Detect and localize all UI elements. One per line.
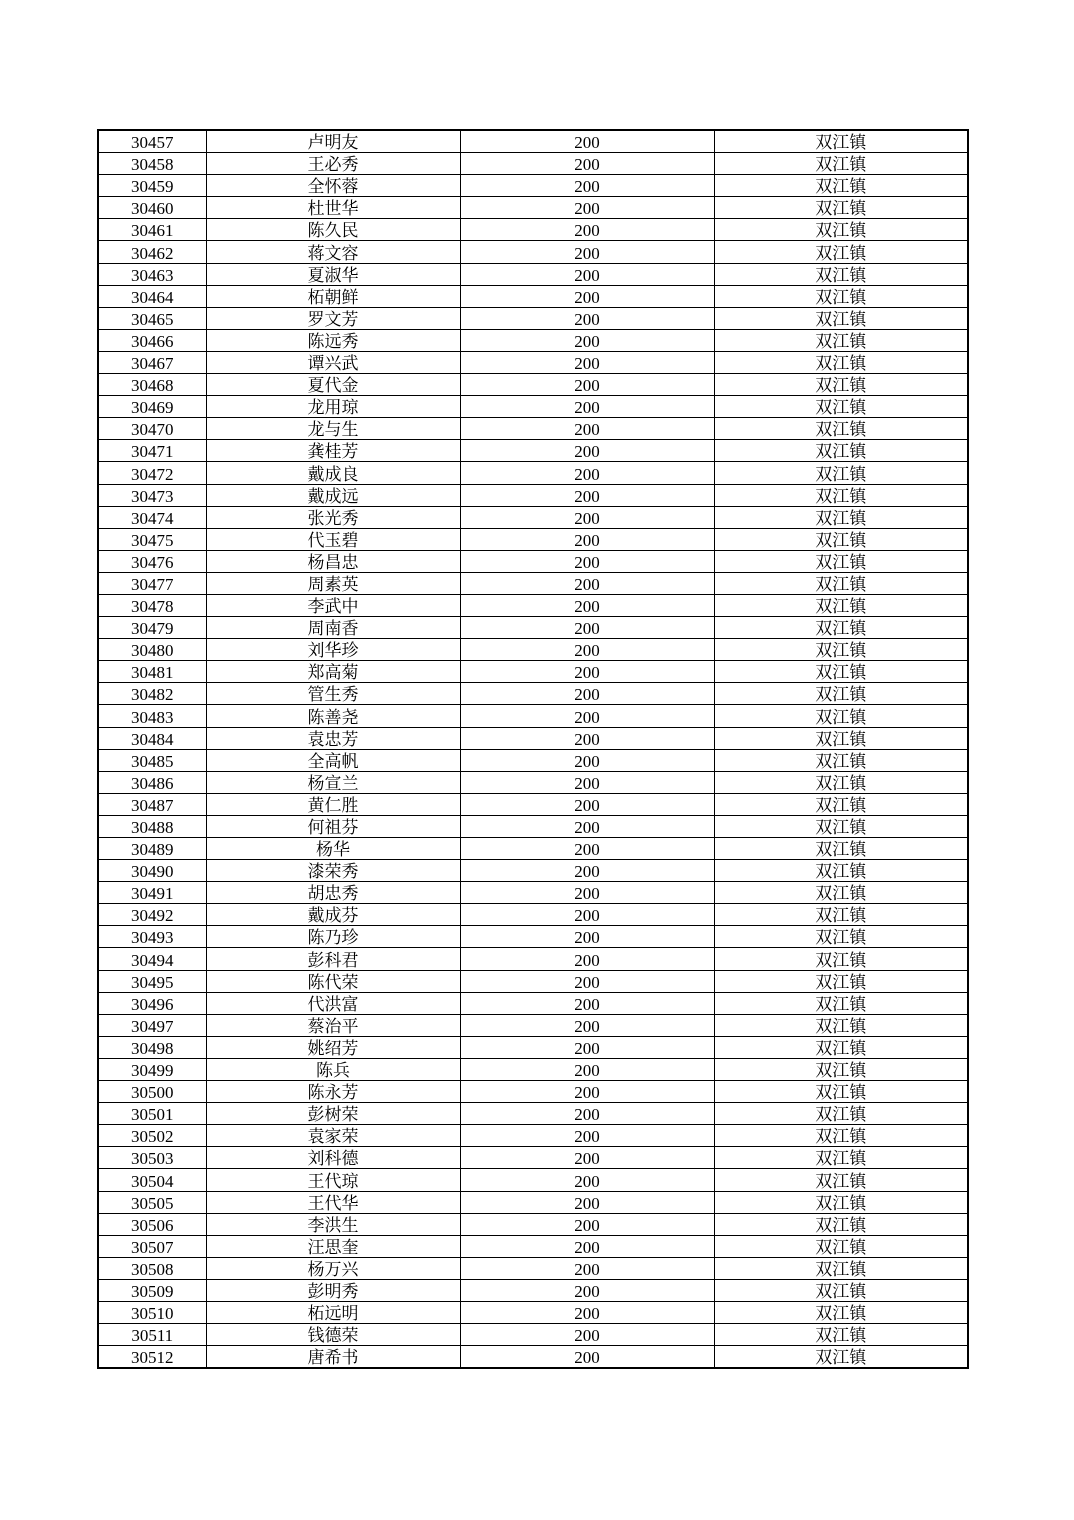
record-id-cell: 30503 <box>98 1147 206 1169</box>
person-name-cell: 王必秀 <box>206 153 460 175</box>
town-cell: 双江镇 <box>714 462 968 484</box>
record-id-cell: 30480 <box>98 639 206 661</box>
table-row <box>98 528 968 550</box>
record-id-cell: 30457 <box>98 130 206 153</box>
town-cell: 双江镇 <box>714 1191 968 1213</box>
town-cell: 双江镇 <box>714 374 968 396</box>
town-cell: 双江镇 <box>714 1058 968 1080</box>
town-cell: 双江镇 <box>714 1103 968 1125</box>
record-id-cell: 30464 <box>98 285 206 307</box>
amount-cell: 200 <box>460 285 714 307</box>
record-id-cell: 30489 <box>98 838 206 860</box>
town-cell: 双江镇 <box>714 992 968 1014</box>
table-row <box>98 572 968 594</box>
town-cell: 双江镇 <box>714 550 968 572</box>
person-name-cell: 郑高菊 <box>206 661 460 683</box>
amount-cell: 200 <box>460 617 714 639</box>
town-cell: 双江镇 <box>714 838 968 860</box>
amount-cell: 200 <box>460 904 714 926</box>
table-row <box>98 594 968 616</box>
amount-cell: 200 <box>460 1036 714 1058</box>
table-row <box>98 462 968 484</box>
town-cell: 双江镇 <box>714 926 968 948</box>
amount-cell: 200 <box>460 1191 714 1213</box>
amount-cell: 200 <box>460 462 714 484</box>
amount-cell: 200 <box>460 1058 714 1080</box>
amount-cell: 200 <box>460 1301 714 1323</box>
table-row <box>98 705 968 727</box>
town-cell: 双江镇 <box>714 882 968 904</box>
amount-cell: 200 <box>460 1125 714 1147</box>
person-name-cell: 何祖芬 <box>206 815 460 837</box>
town-cell: 双江镇 <box>714 130 968 153</box>
table-row <box>98 1081 968 1103</box>
amount-cell: 200 <box>460 484 714 506</box>
record-id-cell: 30507 <box>98 1235 206 1257</box>
record-id-cell: 30509 <box>98 1279 206 1301</box>
table-row <box>98 1036 968 1058</box>
table-row <box>98 1169 968 1191</box>
table-row <box>98 1125 968 1147</box>
table-row <box>98 1191 968 1213</box>
person-name-cell: 陈兵 <box>206 1058 460 1080</box>
table-row <box>98 1235 968 1257</box>
record-id-cell: 30501 <box>98 1103 206 1125</box>
amount-cell: 200 <box>460 992 714 1014</box>
person-name-cell: 谭兴武 <box>206 351 460 373</box>
amount-cell: 200 <box>460 661 714 683</box>
town-cell: 双江镇 <box>714 1125 968 1147</box>
amount-cell: 200 <box>460 1169 714 1191</box>
person-name-cell: 代玉碧 <box>206 528 460 550</box>
record-id-cell: 30465 <box>98 307 206 329</box>
record-id-cell: 30494 <box>98 948 206 970</box>
amount-cell: 200 <box>460 683 714 705</box>
table-row <box>98 484 968 506</box>
town-cell: 双江镇 <box>714 197 968 219</box>
table-row <box>98 374 968 396</box>
table-row <box>98 263 968 285</box>
town-cell: 双江镇 <box>714 153 968 175</box>
town-cell: 双江镇 <box>714 329 968 351</box>
person-name-cell: 蒋文容 <box>206 241 460 263</box>
town-cell: 双江镇 <box>714 572 968 594</box>
record-id-cell: 30487 <box>98 793 206 815</box>
town-cell: 双江镇 <box>714 749 968 771</box>
record-id-cell: 30481 <box>98 661 206 683</box>
person-name-cell: 陈乃珍 <box>206 926 460 948</box>
person-name-cell: 柘远明 <box>206 1301 460 1323</box>
person-name-cell: 钱德荣 <box>206 1324 460 1346</box>
record-id-cell: 30505 <box>98 1191 206 1213</box>
town-cell: 双江镇 <box>714 506 968 528</box>
record-id-cell: 30458 <box>98 153 206 175</box>
town-cell: 双江镇 <box>714 683 968 705</box>
person-name-cell: 周素英 <box>206 572 460 594</box>
amount-cell: 200 <box>460 307 714 329</box>
amount-cell: 200 <box>460 153 714 175</box>
table-row <box>98 285 968 307</box>
record-id-cell: 30477 <box>98 572 206 594</box>
amount-cell: 200 <box>460 1346 714 1369</box>
town-cell: 双江镇 <box>714 219 968 241</box>
amount-cell: 200 <box>460 594 714 616</box>
person-name-cell: 柘朝鲜 <box>206 285 460 307</box>
person-name-cell: 龙用琼 <box>206 396 460 418</box>
town-cell: 双江镇 <box>714 771 968 793</box>
person-name-cell: 陈远秀 <box>206 329 460 351</box>
person-name-cell: 蔡治平 <box>206 1014 460 1036</box>
record-id-cell: 30466 <box>98 329 206 351</box>
record-id-cell: 30470 <box>98 418 206 440</box>
table-row <box>98 926 968 948</box>
record-id-cell: 30506 <box>98 1213 206 1235</box>
table-row <box>98 1147 968 1169</box>
person-name-cell: 姚绍芳 <box>206 1036 460 1058</box>
amount-cell: 200 <box>460 572 714 594</box>
town-cell: 双江镇 <box>714 860 968 882</box>
amount-cell: 200 <box>460 639 714 661</box>
person-name-cell: 戴成良 <box>206 462 460 484</box>
person-name-cell: 张光秀 <box>206 506 460 528</box>
table-row <box>98 396 968 418</box>
town-cell: 双江镇 <box>714 418 968 440</box>
table-row <box>98 904 968 926</box>
person-name-cell: 刘科德 <box>206 1147 460 1169</box>
table-row <box>98 860 968 882</box>
amount-cell: 200 <box>460 219 714 241</box>
table-row <box>98 838 968 860</box>
person-name-cell: 陈善尧 <box>206 705 460 727</box>
town-cell: 双江镇 <box>714 484 968 506</box>
person-name-cell: 龙与生 <box>206 418 460 440</box>
record-id-cell: 30471 <box>98 440 206 462</box>
table-row <box>98 418 968 440</box>
person-name-cell: 陈久民 <box>206 219 460 241</box>
amount-cell: 200 <box>460 1103 714 1125</box>
person-name-cell: 王代琼 <box>206 1169 460 1191</box>
amount-cell: 200 <box>460 771 714 793</box>
table-row <box>98 1346 968 1369</box>
table-row <box>98 241 968 263</box>
record-id-cell: 30496 <box>98 992 206 1014</box>
table-row <box>98 749 968 771</box>
amount-cell: 200 <box>460 550 714 572</box>
table-row <box>98 948 968 970</box>
person-name-cell: 罗文芳 <box>206 307 460 329</box>
record-id-cell: 30468 <box>98 374 206 396</box>
table-row <box>98 506 968 528</box>
amount-cell: 200 <box>460 374 714 396</box>
amount-cell: 200 <box>460 727 714 749</box>
amount-cell: 200 <box>460 926 714 948</box>
town-cell: 双江镇 <box>714 639 968 661</box>
records-table <box>97 129 969 1369</box>
amount-cell: 200 <box>460 506 714 528</box>
amount-cell: 200 <box>460 838 714 860</box>
table-row <box>98 153 968 175</box>
person-name-cell: 袁家荣 <box>206 1125 460 1147</box>
amount-cell: 200 <box>460 1014 714 1036</box>
town-cell: 双江镇 <box>714 705 968 727</box>
person-name-cell: 管生秀 <box>206 683 460 705</box>
amount-cell: 200 <box>460 815 714 837</box>
record-id-cell: 30472 <box>98 462 206 484</box>
table-row <box>98 970 968 992</box>
person-name-cell: 卢明友 <box>206 130 460 153</box>
table-row <box>98 683 968 705</box>
town-cell: 双江镇 <box>714 904 968 926</box>
table-row <box>98 550 968 572</box>
table-row <box>98 175 968 197</box>
person-name-cell: 夏代金 <box>206 374 460 396</box>
person-name-cell: 杨宣兰 <box>206 771 460 793</box>
record-id-cell: 30474 <box>98 506 206 528</box>
town-cell: 双江镇 <box>714 1324 968 1346</box>
town-cell: 双江镇 <box>714 1213 968 1235</box>
person-name-cell: 刘华珍 <box>206 639 460 661</box>
person-name-cell: 陈永芳 <box>206 1081 460 1103</box>
person-name-cell: 胡忠秀 <box>206 882 460 904</box>
record-id-cell: 30512 <box>98 1346 206 1369</box>
person-name-cell: 唐希书 <box>206 1346 460 1369</box>
record-id-cell: 30499 <box>98 1058 206 1080</box>
town-cell: 双江镇 <box>714 263 968 285</box>
person-name-cell: 李洪生 <box>206 1213 460 1235</box>
town-cell: 双江镇 <box>714 617 968 639</box>
amount-cell: 200 <box>460 351 714 373</box>
record-id-cell: 30459 <box>98 175 206 197</box>
person-name-cell: 龚桂芳 <box>206 440 460 462</box>
town-cell: 双江镇 <box>714 440 968 462</box>
record-id-cell: 30495 <box>98 970 206 992</box>
amount-cell: 200 <box>460 528 714 550</box>
person-name-cell: 彭树荣 <box>206 1103 460 1125</box>
record-id-cell: 30504 <box>98 1169 206 1191</box>
table-row <box>98 617 968 639</box>
record-id-cell: 30483 <box>98 705 206 727</box>
person-name-cell: 彭科君 <box>206 948 460 970</box>
person-name-cell: 周南香 <box>206 617 460 639</box>
table-row <box>98 1103 968 1125</box>
person-name-cell: 代洪富 <box>206 992 460 1014</box>
amount-cell: 200 <box>460 130 714 153</box>
amount-cell: 200 <box>460 1279 714 1301</box>
record-id-cell: 30469 <box>98 396 206 418</box>
amount-cell: 200 <box>460 749 714 771</box>
record-id-cell: 30484 <box>98 727 206 749</box>
record-id-cell: 30486 <box>98 771 206 793</box>
town-cell: 双江镇 <box>714 727 968 749</box>
record-id-cell: 30502 <box>98 1125 206 1147</box>
record-id-cell: 30479 <box>98 617 206 639</box>
amount-cell: 200 <box>460 175 714 197</box>
amount-cell: 200 <box>460 418 714 440</box>
person-name-cell: 全怀蓉 <box>206 175 460 197</box>
table-row <box>98 1213 968 1235</box>
person-name-cell: 戴成远 <box>206 484 460 506</box>
town-cell: 双江镇 <box>714 815 968 837</box>
person-name-cell: 漆荣秀 <box>206 860 460 882</box>
table-row <box>98 440 968 462</box>
amount-cell: 200 <box>460 440 714 462</box>
town-cell: 双江镇 <box>714 351 968 373</box>
town-cell: 双江镇 <box>714 948 968 970</box>
town-cell: 双江镇 <box>714 396 968 418</box>
record-id-cell: 30488 <box>98 815 206 837</box>
record-id-cell: 30498 <box>98 1036 206 1058</box>
record-id-cell: 30500 <box>98 1081 206 1103</box>
record-id-cell: 30467 <box>98 351 206 373</box>
person-name-cell: 袁忠芳 <box>206 727 460 749</box>
record-id-cell: 30460 <box>98 197 206 219</box>
town-cell: 双江镇 <box>714 793 968 815</box>
amount-cell: 200 <box>460 970 714 992</box>
table-row <box>98 1301 968 1323</box>
record-id-cell: 30462 <box>98 241 206 263</box>
table-row <box>98 1324 968 1346</box>
amount-cell: 200 <box>460 882 714 904</box>
amount-cell: 200 <box>460 263 714 285</box>
table-row <box>98 661 968 683</box>
person-name-cell: 戴成芬 <box>206 904 460 926</box>
amount-cell: 200 <box>460 396 714 418</box>
record-id-cell: 30463 <box>98 263 206 285</box>
town-cell: 双江镇 <box>714 1036 968 1058</box>
person-name-cell: 杨华 <box>206 838 460 860</box>
record-id-cell: 30510 <box>98 1301 206 1323</box>
town-cell: 双江镇 <box>714 307 968 329</box>
table-row <box>98 771 968 793</box>
person-name-cell: 夏淑华 <box>206 263 460 285</box>
amount-cell: 200 <box>460 1081 714 1103</box>
table-row <box>98 1058 968 1080</box>
table-row <box>98 882 968 904</box>
table-row <box>98 1279 968 1301</box>
table-row <box>98 1257 968 1279</box>
person-name-cell: 杨万兴 <box>206 1257 460 1279</box>
record-id-cell: 30508 <box>98 1257 206 1279</box>
table-row <box>98 130 968 153</box>
amount-cell: 200 <box>460 1235 714 1257</box>
record-id-cell: 30473 <box>98 484 206 506</box>
town-cell: 双江镇 <box>714 1346 968 1369</box>
record-id-cell: 30485 <box>98 749 206 771</box>
table-row <box>98 815 968 837</box>
amount-cell: 200 <box>460 860 714 882</box>
town-cell: 双江镇 <box>714 1279 968 1301</box>
town-cell: 双江镇 <box>714 241 968 263</box>
record-id-cell: 30475 <box>98 528 206 550</box>
table-row <box>98 1014 968 1036</box>
record-id-cell: 30476 <box>98 550 206 572</box>
person-name-cell: 王代华 <box>206 1191 460 1213</box>
amount-cell: 200 <box>460 1213 714 1235</box>
amount-cell: 200 <box>460 705 714 727</box>
person-name-cell: 杜世华 <box>206 197 460 219</box>
record-id-cell: 30511 <box>98 1324 206 1346</box>
records-table-body <box>98 130 968 1368</box>
town-cell: 双江镇 <box>714 661 968 683</box>
table-row <box>98 727 968 749</box>
amount-cell: 200 <box>460 948 714 970</box>
record-id-cell: 30482 <box>98 683 206 705</box>
record-id-cell: 30497 <box>98 1014 206 1036</box>
table-row <box>98 351 968 373</box>
record-id-cell: 30492 <box>98 904 206 926</box>
amount-cell: 200 <box>460 1257 714 1279</box>
table-row <box>98 197 968 219</box>
amount-cell: 200 <box>460 197 714 219</box>
town-cell: 双江镇 <box>714 175 968 197</box>
amount-cell: 200 <box>460 1147 714 1169</box>
person-name-cell: 全高帆 <box>206 749 460 771</box>
town-cell: 双江镇 <box>714 1235 968 1257</box>
table-row <box>98 307 968 329</box>
table-row <box>98 329 968 351</box>
person-name-cell: 陈代荣 <box>206 970 460 992</box>
record-id-cell: 30461 <box>98 219 206 241</box>
record-id-cell: 30491 <box>98 882 206 904</box>
record-id-cell: 30493 <box>98 926 206 948</box>
record-id-cell: 30490 <box>98 860 206 882</box>
amount-cell: 200 <box>460 329 714 351</box>
person-name-cell: 黄仁胜 <box>206 793 460 815</box>
town-cell: 双江镇 <box>714 1257 968 1279</box>
town-cell: 双江镇 <box>714 1169 968 1191</box>
town-cell: 双江镇 <box>714 528 968 550</box>
amount-cell: 200 <box>460 1324 714 1346</box>
town-cell: 双江镇 <box>714 1147 968 1169</box>
person-name-cell: 李武中 <box>206 594 460 616</box>
table-row <box>98 639 968 661</box>
amount-cell: 200 <box>460 241 714 263</box>
amount-cell: 200 <box>460 793 714 815</box>
record-id-cell: 30478 <box>98 594 206 616</box>
table-row <box>98 219 968 241</box>
person-name-cell: 杨昌忠 <box>206 550 460 572</box>
town-cell: 双江镇 <box>714 594 968 616</box>
town-cell: 双江镇 <box>714 1301 968 1323</box>
table-row <box>98 793 968 815</box>
person-name-cell: 彭明秀 <box>206 1279 460 1301</box>
town-cell: 双江镇 <box>714 1081 968 1103</box>
town-cell: 双江镇 <box>714 285 968 307</box>
table-row <box>98 992 968 1014</box>
person-name-cell: 汪思奎 <box>206 1235 460 1257</box>
town-cell: 双江镇 <box>714 970 968 992</box>
town-cell: 双江镇 <box>714 1014 968 1036</box>
